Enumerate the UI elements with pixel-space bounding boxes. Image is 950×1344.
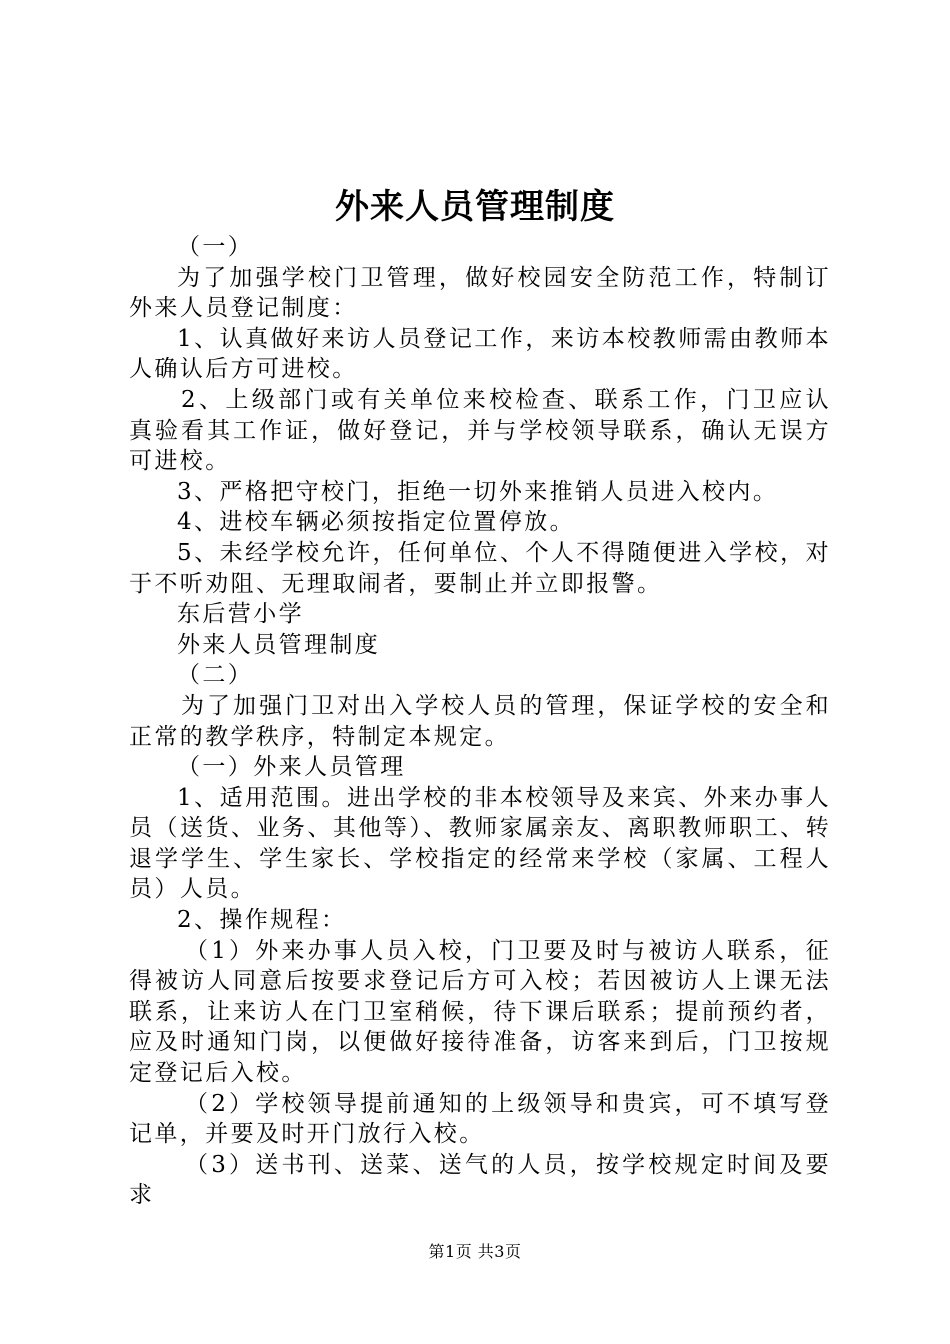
paragraph-rule-4: 4、进校车辆必须按指定位置停放。 [177, 509, 576, 536]
paragraph-rule-2: 2、上级部门或有关单位来校检查、联系工作，门卫应认真验看其工作证，做好登记，并与学校领导联系，确认无误方可进校。 [129, 386, 831, 475]
paragraph-procedure-3: （3）送书刊、送菜、送气的人员，按学校规定时间及要求 [129, 1151, 831, 1209]
paragraph-procedure-1: （1）外来办事人员入校，门卫要及时与被访人联系，征得被访人同意后按要求登记后方可入校；若因被访人上课无法联系，让来访人在门卫室稍候，待下课后联系；提前预约者，应及时通知门岗，以便做好接待准备，访客来到后，门卫按规定登记后入校。 [129, 937, 831, 1087]
paragraph-procedures: 2、操作规程： [177, 907, 347, 934]
paragraph-intro-one: 为了加强学校门卫管理，做好校园安全防范工作，特制订外来人员登记制度： [129, 264, 831, 322]
paragraph-school-name: 东后营小学 [177, 601, 304, 628]
paragraph-rule-3: 3、严格把守校门，拒绝一切外来推销人员进入校内。 [177, 478, 779, 505]
paragraph-intro-two: 为了加强门卫对出入学校人员的管理，保证学校的安全和正常的教学秩序，特制定本规定。 [129, 692, 831, 750]
page-footer: 第1页 共3页 [428, 1242, 522, 1261]
paragraph-rule-1: 1、认真做好来访人员登记工作，来访本校教师需由教师本人确认后方可进校。 [129, 325, 831, 383]
paragraph-subtitle: 外来人员管理制度 [177, 631, 381, 658]
document-title: 外来人员管理制度 [335, 187, 615, 227]
paragraph-section-two-marker: （二） [177, 662, 254, 689]
document-body [129, 232, 831, 1211]
paragraph-heading-visitor-management: （一）外来人员管理 [177, 754, 406, 781]
paragraph-scope: 1、适用范围。进出学校的非本校领导及来宾、外来办事人员（送货、业务、其他等）、教师家属亲友、离职教师职工、转退学学生、学生家长、学校指定的经常来学校（家属、工程人员）人员。 [129, 784, 831, 903]
paragraph-rule-5: 5、未经学校允许，任何单位、个人不得随便进入学校，对于不听劝阻、无理取闹者，要制止并立即报警。 [129, 539, 831, 597]
paragraph-procedure-2: （2）学校领导提前通知的上级领导和贵宾，可不填写登记单，并要及时开门放行入校。 [129, 1090, 831, 1148]
paragraph-section-one-marker: （一） [177, 234, 254, 260]
